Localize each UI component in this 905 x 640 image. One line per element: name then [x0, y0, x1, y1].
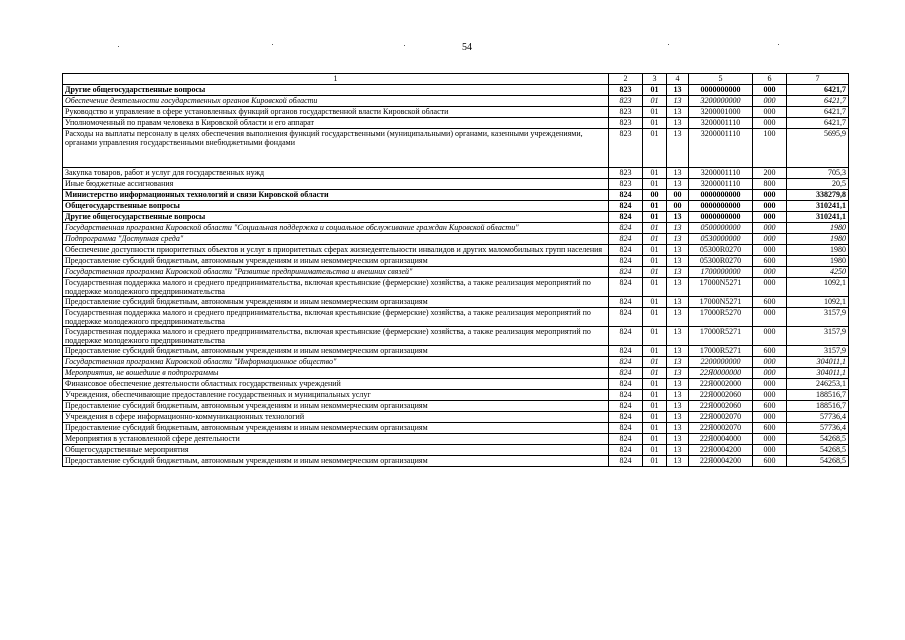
row-grbs-cell: 824: [609, 190, 643, 201]
row-subsection-cell: 13: [667, 401, 689, 412]
row-amount-cell: 304011,1: [787, 368, 849, 379]
row-grbs-cell: 824: [609, 346, 643, 357]
table-row: [63, 423, 849, 434]
row-amount-cell: 1092,1: [787, 297, 849, 308]
row-grbs-cell: 824: [609, 401, 643, 412]
table-row: [63, 267, 849, 278]
row-subsection-cell: 13: [667, 445, 689, 456]
row-grbs-cell: 824: [609, 201, 643, 212]
row-expense-type-cell: 100: [753, 129, 787, 168]
row-section-cell: 01: [643, 256, 667, 267]
row-section-cell: 01: [643, 401, 667, 412]
row-grbs-cell: 823: [609, 107, 643, 118]
table-row: [63, 201, 849, 212]
row-expense-type-cell: 600: [753, 423, 787, 434]
row-grbs-cell: 823: [609, 129, 643, 168]
row-section-cell: 01: [643, 168, 667, 179]
header-cell: 1: [63, 74, 609, 85]
row-expense-type-cell: 600: [753, 401, 787, 412]
row-name-cell: Другие общегосударственные вопросы: [63, 212, 609, 223]
row-expense-type-cell: 000: [753, 308, 787, 327]
row-section-cell: 01: [643, 201, 667, 212]
row-amount-cell: 338279,8: [787, 190, 849, 201]
row-section-cell: 01: [643, 357, 667, 368]
table-row: [63, 96, 849, 107]
row-grbs-cell: 824: [609, 390, 643, 401]
row-expense-type-cell: 000: [753, 85, 787, 96]
row-target-article-cell: 3200001110: [689, 168, 753, 179]
row-expense-type-cell: 600: [753, 297, 787, 308]
row-subsection-cell: 13: [667, 212, 689, 223]
table-row: [63, 85, 849, 96]
row-expense-type-cell: 000: [753, 107, 787, 118]
row-grbs-cell: 823: [609, 168, 643, 179]
row-expense-type-cell: 600: [753, 346, 787, 357]
row-grbs-cell: 824: [609, 412, 643, 423]
row-amount-cell: 54268,5: [787, 434, 849, 445]
row-section-cell: 01: [643, 179, 667, 190]
row-name-cell: Подпрограмма "Доступная среда": [63, 234, 609, 245]
row-amount-cell: 705,3: [787, 168, 849, 179]
row-expense-type-cell: 000: [753, 390, 787, 401]
row-amount-cell: 1980: [787, 256, 849, 267]
table-row: [63, 190, 849, 201]
scan-speck: [272, 44, 273, 45]
row-target-article-cell: 0000000000: [689, 85, 753, 96]
row-section-cell: 01: [643, 368, 667, 379]
row-grbs-cell: 823: [609, 96, 643, 107]
row-amount-cell: 6421,7: [787, 107, 849, 118]
scan-speck: [404, 45, 405, 46]
row-target-article-cell: 22Я0002000: [689, 379, 753, 390]
row-subsection-cell: 00: [667, 201, 689, 212]
row-name-cell: Обеспечение доступности приоритетных объектов и услуг в приоритетных сферах жизнедеятельности инвалидов и других маломобильных групп населения: [63, 245, 609, 256]
row-target-article-cell: 22Я0004200: [689, 456, 753, 467]
row-name-cell: Мероприятия в установленной сфере деятельности: [63, 434, 609, 445]
row-subsection-cell: 13: [667, 368, 689, 379]
row-expense-type-cell: 000: [753, 201, 787, 212]
row-amount-cell: 3157,9: [787, 346, 849, 357]
row-subsection-cell: 13: [667, 179, 689, 190]
row-expense-type-cell: 000: [753, 118, 787, 129]
row-expense-type-cell: 000: [753, 245, 787, 256]
row-target-article-cell: 3200001110: [689, 129, 753, 168]
row-target-article-cell: 05300R0270: [689, 245, 753, 256]
table-row: [63, 168, 849, 179]
row-grbs-cell: 824: [609, 434, 643, 445]
row-subsection-cell: 13: [667, 297, 689, 308]
table-row: [63, 212, 849, 223]
row-expense-type-cell: 200: [753, 168, 787, 179]
row-expense-type-cell: 000: [753, 190, 787, 201]
header-cell: 7: [787, 74, 849, 85]
row-name-cell: Общегосударственные вопросы: [63, 201, 609, 212]
row-section-cell: 01: [643, 85, 667, 96]
row-subsection-cell: 13: [667, 168, 689, 179]
page-number: 54: [462, 42, 472, 53]
row-subsection-cell: 13: [667, 267, 689, 278]
row-expense-type-cell: 600: [753, 256, 787, 267]
row-name-cell: Учреждения, обеспечивающие предоставление государственных и муниципальных услуг: [63, 390, 609, 401]
table-row: [63, 308, 849, 327]
row-section-cell: 01: [643, 346, 667, 357]
row-subsection-cell: 13: [667, 379, 689, 390]
row-amount-cell: 1980: [787, 245, 849, 256]
row-section-cell: 01: [643, 223, 667, 234]
row-section-cell: 01: [643, 245, 667, 256]
row-subsection-cell: 13: [667, 456, 689, 467]
row-amount-cell: 1980: [787, 223, 849, 234]
row-section-cell: 01: [643, 327, 667, 346]
table-row: [63, 379, 849, 390]
row-target-article-cell: 0530000000: [689, 234, 753, 245]
row-name-cell: Государственная поддержка малого и среднего предпринимательства, включая крестьянские (фермерские) хозяйства, а также реализация мероприятий по поддержке молодежного предпринимательства: [63, 308, 609, 327]
row-target-article-cell: 22Я0000000: [689, 368, 753, 379]
row-name-cell: Руководство и управление в сфере установленных функций органов государственной власти Кировской области: [63, 107, 609, 118]
row-amount-cell: 57736,4: [787, 423, 849, 434]
row-grbs-cell: 824: [609, 308, 643, 327]
row-grbs-cell: 824: [609, 223, 643, 234]
row-name-cell: Обеспечение деятельности государственных органов Кировской области: [63, 96, 609, 107]
row-section-cell: 01: [643, 234, 667, 245]
row-grbs-cell: 824: [609, 212, 643, 223]
row-grbs-cell: 824: [609, 368, 643, 379]
scan-speck: [668, 44, 669, 45]
table-row: [63, 223, 849, 234]
table-row: [63, 434, 849, 445]
row-grbs-cell: 824: [609, 245, 643, 256]
row-expense-type-cell: 600: [753, 456, 787, 467]
row-subsection-cell: 13: [667, 278, 689, 297]
row-section-cell: 01: [643, 412, 667, 423]
row-amount-cell: 20,5: [787, 179, 849, 190]
row-subsection-cell: 13: [667, 129, 689, 168]
row-subsection-cell: 13: [667, 423, 689, 434]
row-grbs-cell: 824: [609, 379, 643, 390]
row-subsection-cell: 13: [667, 118, 689, 129]
row-subsection-cell: 13: [667, 357, 689, 368]
row-subsection-cell: 13: [667, 234, 689, 245]
row-name-cell: Министерство информационных технологий и связи Кировской области: [63, 190, 609, 201]
table-body: [63, 74, 849, 467]
row-expense-type-cell: 800: [753, 179, 787, 190]
table-row: [63, 401, 849, 412]
row-target-article-cell: 17000N5271: [689, 297, 753, 308]
row-amount-cell: 3157,9: [787, 327, 849, 346]
row-name-cell: Предоставление субсидий бюджетным, автономным учреждениям и иным некоммерческим организациям: [63, 346, 609, 357]
row-subsection-cell: 13: [667, 308, 689, 327]
row-subsection-cell: 13: [667, 245, 689, 256]
header-cell: 4: [667, 74, 689, 85]
row-amount-cell: 4250: [787, 267, 849, 278]
row-grbs-cell: 823: [609, 85, 643, 96]
row-section-cell: 01: [643, 212, 667, 223]
row-section-cell: 01: [643, 390, 667, 401]
table-row: [63, 346, 849, 357]
row-amount-cell: 54268,5: [787, 445, 849, 456]
row-subsection-cell: 13: [667, 107, 689, 118]
row-section-cell: 01: [643, 107, 667, 118]
row-grbs-cell: 824: [609, 256, 643, 267]
row-grbs-cell: 824: [609, 327, 643, 346]
row-subsection-cell: 13: [667, 346, 689, 357]
row-expense-type-cell: 000: [753, 327, 787, 346]
row-name-cell: Предоставление субсидий бюджетным, автономным учреждениям и иным некоммерческим организациям: [63, 297, 609, 308]
row-target-article-cell: 3200001110: [689, 118, 753, 129]
row-subsection-cell: 13: [667, 390, 689, 401]
row-grbs-cell: 823: [609, 118, 643, 129]
table-header-row: [63, 74, 849, 85]
row-target-article-cell: 05300R0270: [689, 256, 753, 267]
header-cell: 5: [689, 74, 753, 85]
header-cell: 2: [609, 74, 643, 85]
row-subsection-cell: 00: [667, 190, 689, 201]
header-cell: 6: [753, 74, 787, 85]
row-target-article-cell: 22Я0002070: [689, 423, 753, 434]
row-grbs-cell: 824: [609, 423, 643, 434]
budget-table: [62, 73, 849, 467]
row-target-article-cell: 22Я0002070: [689, 412, 753, 423]
row-subsection-cell: 13: [667, 85, 689, 96]
table-row: [63, 456, 849, 467]
row-name-cell: Иные бюджетные ассигнования: [63, 179, 609, 190]
row-section-cell: 01: [643, 267, 667, 278]
table-row: [63, 445, 849, 456]
table-row: [63, 368, 849, 379]
row-grbs-cell: 823: [609, 179, 643, 190]
row-grbs-cell: 824: [609, 278, 643, 297]
row-expense-type-cell: 000: [753, 412, 787, 423]
row-amount-cell: 5695,9: [787, 129, 849, 168]
row-target-article-cell: 17000R5270: [689, 308, 753, 327]
row-subsection-cell: 13: [667, 412, 689, 423]
row-section-cell: 01: [643, 96, 667, 107]
row-name-cell: Закупка товаров, работ и услуг для государственных нужд: [63, 168, 609, 179]
row-expense-type-cell: 000: [753, 267, 787, 278]
row-grbs-cell: 824: [609, 267, 643, 278]
row-target-article-cell: 0000000000: [689, 190, 753, 201]
table-row: [63, 234, 849, 245]
scan-speck: [778, 44, 779, 45]
row-name-cell: Государственная программа Кировской области "Информационное общество": [63, 357, 609, 368]
row-expense-type-cell: 000: [753, 96, 787, 107]
table-row: [63, 118, 849, 129]
row-expense-type-cell: 000: [753, 368, 787, 379]
row-expense-type-cell: 000: [753, 379, 787, 390]
row-amount-cell: 3157,9: [787, 308, 849, 327]
row-name-cell: Учреждения в сфере информационно-коммуникационных технологий: [63, 412, 609, 423]
row-section-cell: 01: [643, 434, 667, 445]
row-name-cell: Государственная поддержка малого и среднего предпринимательства, включая крестьянские (фермерские) хозяйства, а также реализация мероприятий по поддержке молодежного предпринимательства: [63, 278, 609, 297]
scan-speck: [118, 46, 119, 47]
table-row: [63, 412, 849, 423]
row-grbs-cell: 824: [609, 456, 643, 467]
row-amount-cell: 188516,7: [787, 401, 849, 412]
row-section-cell: 01: [643, 379, 667, 390]
row-expense-type-cell: 000: [753, 445, 787, 456]
table-row: [63, 256, 849, 267]
table-row: [63, 297, 849, 308]
row-target-article-cell: 1700000000: [689, 267, 753, 278]
row-amount-cell: 6421,7: [787, 85, 849, 96]
row-section-cell: 01: [643, 456, 667, 467]
row-section-cell: 01: [643, 445, 667, 456]
row-amount-cell: 246253,1: [787, 379, 849, 390]
row-amount-cell: 1092,1: [787, 278, 849, 297]
row-name-cell: Государственная поддержка малого и среднего предпринимательства, включая крестьянские (фермерские) хозяйства, а также реализация мероприятий по поддержке молодежного предпринимательства: [63, 327, 609, 346]
row-subsection-cell: 13: [667, 434, 689, 445]
table-row: [63, 107, 849, 118]
row-name-cell: Государственная программа Кировской области "Развитие предпринимательства и внешних связей": [63, 267, 609, 278]
row-target-article-cell: 22Я0004200: [689, 445, 753, 456]
row-target-article-cell: 17000R5271: [689, 346, 753, 357]
row-target-article-cell: 22Я0002060: [689, 401, 753, 412]
row-amount-cell: 304011,1: [787, 357, 849, 368]
row-name-cell: Предоставление субсидий бюджетным, автономным учреждениям и иным некоммерческим организациям: [63, 423, 609, 434]
row-target-article-cell: 3200001110: [689, 179, 753, 190]
table-row: [63, 357, 849, 368]
row-target-article-cell: 17000R5271: [689, 327, 753, 346]
row-expense-type-cell: 000: [753, 234, 787, 245]
row-name-cell: Общегосударственные мероприятия: [63, 445, 609, 456]
row-grbs-cell: 824: [609, 234, 643, 245]
row-amount-cell: 310241,1: [787, 201, 849, 212]
row-amount-cell: 54268,5: [787, 456, 849, 467]
row-section-cell: 01: [643, 297, 667, 308]
table-row: [63, 327, 849, 346]
table-row: [63, 245, 849, 256]
row-expense-type-cell: 000: [753, 357, 787, 368]
row-name-cell: Мероприятия, не вошедшие в подпрограммы: [63, 368, 609, 379]
row-name-cell: Расходы на выплаты персоналу в целях обеспечения выполнения функций государственными (муниципальными) органами, казенными учреждениями, органами управления государственными внебюджетными фондами: [63, 129, 609, 168]
row-name-cell: Другие общегосударственные вопросы: [63, 85, 609, 96]
row-amount-cell: 1980: [787, 234, 849, 245]
row-section-cell: 01: [643, 278, 667, 297]
row-section-cell: 01: [643, 423, 667, 434]
row-amount-cell: 310241,1: [787, 212, 849, 223]
row-section-cell: 01: [643, 118, 667, 129]
row-amount-cell: 188516,7: [787, 390, 849, 401]
row-name-cell: Уполномоченный по правам человека в Кировской области и его аппарат: [63, 118, 609, 129]
row-expense-type-cell: 000: [753, 434, 787, 445]
row-name-cell: Предоставление субсидий бюджетным, автономным учреждениям и иным некоммерческим организациям: [63, 401, 609, 412]
row-target-article-cell: 0000000000: [689, 201, 753, 212]
row-amount-cell: 57736,4: [787, 412, 849, 423]
row-grbs-cell: 824: [609, 445, 643, 456]
row-amount-cell: 6421,7: [787, 96, 849, 107]
row-name-cell: Предоставление субсидий бюджетным, автономным учреждениям и иным некоммерческим организациям: [63, 256, 609, 267]
row-target-article-cell: 3200000000: [689, 96, 753, 107]
row-name-cell: Финансовое обеспечение деятельности областных государственных учреждений: [63, 379, 609, 390]
row-expense-type-cell: 000: [753, 212, 787, 223]
table-row: [63, 390, 849, 401]
row-section-cell: 01: [643, 308, 667, 327]
row-name-cell: Государственная программа Кировской области "Социальная поддержка и социальное обслуживание граждан Кировской области": [63, 223, 609, 234]
row-target-article-cell: 3200001000: [689, 107, 753, 118]
row-subsection-cell: 13: [667, 223, 689, 234]
row-subsection-cell: 13: [667, 327, 689, 346]
row-grbs-cell: 824: [609, 297, 643, 308]
row-target-article-cell: 22Я0004000: [689, 434, 753, 445]
row-expense-type-cell: 000: [753, 223, 787, 234]
row-target-article-cell: 0500000000: [689, 223, 753, 234]
row-target-article-cell: 22Я0002060: [689, 390, 753, 401]
table-row: [63, 129, 849, 168]
row-expense-type-cell: 000: [753, 278, 787, 297]
row-section-cell: 00: [643, 190, 667, 201]
row-target-article-cell: 2200000000: [689, 357, 753, 368]
row-subsection-cell: 13: [667, 96, 689, 107]
row-grbs-cell: 824: [609, 357, 643, 368]
row-subsection-cell: 13: [667, 256, 689, 267]
row-target-article-cell: 17000N5271: [689, 278, 753, 297]
table-row: [63, 179, 849, 190]
row-name-cell: Предоставление субсидий бюджетным, автономным учреждениям и иным некоммерческим организациям: [63, 456, 609, 467]
table-row: [63, 278, 849, 297]
row-target-article-cell: 0000000000: [689, 212, 753, 223]
header-cell: 3: [643, 74, 667, 85]
row-amount-cell: 6421,7: [787, 118, 849, 129]
row-section-cell: 01: [643, 129, 667, 168]
